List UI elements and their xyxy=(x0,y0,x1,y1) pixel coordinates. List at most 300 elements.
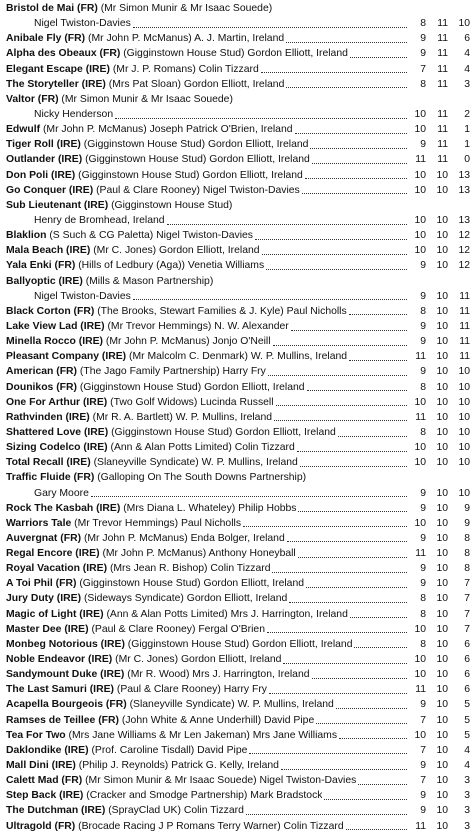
owner-name: (Slaneyville Syndicate) xyxy=(93,457,199,469)
entry-text xyxy=(6,46,348,61)
weight-value: 8 xyxy=(420,18,426,30)
weight-value: 9 xyxy=(420,48,426,60)
weight-value: 9 xyxy=(420,760,426,772)
trainer-name: Gordon Elliott, Ireland xyxy=(207,139,309,151)
weight-value: 10 xyxy=(436,442,448,454)
trainer-name: Gordon Elliott, Ireland xyxy=(203,578,304,590)
weight-value: 10 xyxy=(436,320,448,332)
weight-value: 10 xyxy=(436,578,448,590)
entry-text xyxy=(6,213,165,228)
weights xyxy=(410,501,470,516)
entry-text xyxy=(6,516,241,531)
horse-name: Sandymount Duke (IRE) xyxy=(6,669,125,681)
entry-text xyxy=(6,364,266,379)
weight-value: 8 xyxy=(420,305,426,317)
weight-value: 8 xyxy=(420,638,426,650)
trainer-name: Colin Tizzard xyxy=(183,805,244,817)
weight-value: 10 xyxy=(414,184,426,196)
dot-leader xyxy=(115,117,407,119)
owner-name: (Mr R. A. Bartlett) xyxy=(92,411,173,423)
entry-text xyxy=(6,198,232,213)
weights xyxy=(410,546,470,561)
weight-value: 9 xyxy=(420,563,426,575)
dot-leader xyxy=(286,41,407,43)
trainer-name: Colin Tizzard xyxy=(283,820,344,832)
weight-value: 10 xyxy=(414,623,426,635)
weight-value: 10 xyxy=(436,381,448,393)
owner-name: (Gigginstown House Stud) xyxy=(123,48,245,60)
weight-value: 10 xyxy=(436,426,448,438)
weight-value: 11 xyxy=(415,684,426,696)
dot-leader xyxy=(306,586,407,588)
trainer-name: David Pipe xyxy=(263,714,315,726)
weight-value: 11 xyxy=(415,820,426,832)
trainer-name: Colin Tizzard xyxy=(234,442,295,454)
weight-value: 5 xyxy=(464,729,470,741)
dot-leader xyxy=(281,768,407,770)
horse-name: Elegant Escape (IRE) xyxy=(6,63,110,75)
horse-name: The Last Samuri (IRE) xyxy=(6,684,114,696)
dot-leader xyxy=(349,359,407,361)
owner-name: (Mr John P. McManus) xyxy=(105,336,210,348)
dot-leader xyxy=(298,510,407,512)
entry-line xyxy=(6,62,470,77)
horse-name: Edwulf xyxy=(6,124,41,136)
entry-line-continued xyxy=(6,16,470,31)
weights xyxy=(410,425,470,440)
trainer-name: Colin Tizzard xyxy=(210,563,271,575)
horse-name: Lake View Lad (IRE) xyxy=(6,320,105,332)
weights xyxy=(410,349,470,364)
weight-value: 11 xyxy=(415,154,426,166)
dot-leader xyxy=(243,525,407,527)
weight-value: 9 xyxy=(420,139,426,151)
horse-name: Tiger Roll (IRE) xyxy=(6,139,81,151)
weights xyxy=(410,516,470,531)
entry-text xyxy=(6,470,306,485)
dot-leader xyxy=(274,419,407,421)
entry-text xyxy=(6,92,233,107)
weight-value: 10 xyxy=(414,654,426,666)
dot-leader xyxy=(310,147,407,149)
weights xyxy=(410,137,470,152)
weight-value: 10 xyxy=(436,684,448,696)
horse-name: Regal Encore (IRE) xyxy=(6,548,100,560)
weight-value: 10 xyxy=(414,669,426,681)
weight-value: 13 xyxy=(458,169,470,181)
weight-value: 1 xyxy=(464,124,470,136)
horse-name: Daklondike (IRE) xyxy=(6,744,89,756)
weight-value: 10 xyxy=(436,775,448,787)
weight-value: 10 xyxy=(414,214,426,226)
dot-leader xyxy=(268,374,407,376)
weight-value: 10 xyxy=(458,457,470,469)
weight-value: 3 xyxy=(464,790,470,802)
trainer-name: W. P. Mullins, Ireland xyxy=(250,351,348,363)
entry-line xyxy=(6,667,470,682)
owner-name: (Mr R. Wood) xyxy=(127,669,190,681)
weight-value: 10 xyxy=(414,729,426,741)
weight-value: 10 xyxy=(436,744,448,756)
weight-value: 11 xyxy=(437,33,448,45)
weight-value: 11 xyxy=(437,48,448,60)
dot-leader xyxy=(266,268,407,270)
dot-leader xyxy=(272,571,407,573)
entry-text xyxy=(6,440,295,455)
entry-text xyxy=(6,289,131,304)
weights xyxy=(410,334,470,349)
horse-name: Ramses de Teillee (FR) xyxy=(6,714,119,726)
weights xyxy=(410,46,470,61)
owner-name: (Mr Trevor Hemmings) xyxy=(74,517,179,529)
entry-line xyxy=(6,137,470,152)
weight-value: 10 xyxy=(436,532,448,544)
weight-value: 10 xyxy=(436,699,448,711)
weight-value: 7 xyxy=(464,608,470,620)
weight-value: 10 xyxy=(458,18,470,30)
dot-leader xyxy=(291,329,407,331)
horse-name: Alpha des Obeaux (FR) xyxy=(6,48,121,60)
weight-value: 8 xyxy=(420,426,426,438)
weights xyxy=(410,410,470,425)
horse-name: Sub Lieutenant (IRE) xyxy=(6,199,109,211)
weights xyxy=(410,183,470,198)
horse-name: Minella Rocco (IRE) xyxy=(6,336,103,348)
weight-value: 10 xyxy=(436,638,448,650)
entry-line xyxy=(6,395,470,410)
weight-value: 3 xyxy=(464,805,470,817)
owner-name: (Mr John P. McManus) xyxy=(83,532,188,544)
weight-value: 8 xyxy=(420,608,426,620)
entry-text xyxy=(6,16,131,31)
dot-leader xyxy=(167,223,407,225)
weight-value: 13 xyxy=(458,214,470,226)
entry-line xyxy=(6,274,470,289)
weights xyxy=(410,213,470,228)
weight-value: 11 xyxy=(437,124,448,136)
weights xyxy=(410,364,470,379)
weight-value: 10 xyxy=(436,669,448,681)
horse-name: A Toi Phil (FR) xyxy=(6,578,77,590)
weight-value: 7 xyxy=(420,63,426,75)
entry-line xyxy=(6,304,470,319)
trainer-name: Henry de Bromhead, Ireland xyxy=(34,214,165,226)
weight-value: 11 xyxy=(437,78,448,90)
weight-value: 10 xyxy=(414,442,426,454)
trainer-name: Philip Hobbs xyxy=(238,502,297,514)
weight-value: 7 xyxy=(420,714,426,726)
weight-value: 11 xyxy=(459,336,470,348)
trainer-name: Fergal O'Brien xyxy=(198,623,265,635)
weights xyxy=(410,758,470,773)
horse-name: Yala Enki (FR) xyxy=(6,260,76,272)
weight-value: 1 xyxy=(464,139,470,151)
dot-leader xyxy=(338,435,407,437)
horse-name: Pleasant Company (IRE) xyxy=(6,351,127,363)
trainer-name: Mrs J. Harrington, Ireland xyxy=(230,608,348,620)
weight-value: 3 xyxy=(464,820,470,832)
dot-leader xyxy=(287,540,407,542)
owner-name: (Gigginstown House Stud) xyxy=(79,381,202,393)
entry-line xyxy=(6,531,470,546)
entry-text xyxy=(6,637,352,652)
weight-value: 10 xyxy=(436,184,448,196)
weight-value: 8 xyxy=(420,381,426,393)
weights xyxy=(410,289,470,304)
trainer-name: Nigel Twiston-Davies xyxy=(202,184,300,196)
trainer-name: Gordon Elliott, Ireland xyxy=(186,593,288,605)
entry-line xyxy=(6,364,470,379)
dot-leader xyxy=(302,192,407,194)
weight-value: 10 xyxy=(436,790,448,802)
weight-value: 10 xyxy=(458,411,470,423)
weight-value: 10 xyxy=(436,714,448,726)
trainer-name: Mrs J. Harrington, Ireland xyxy=(192,669,310,681)
weight-value: 10 xyxy=(458,396,470,408)
weight-value: 9 xyxy=(420,699,426,711)
weight-value: 3 xyxy=(464,78,470,90)
trainer-name: Gordon Elliott, Ireland xyxy=(247,48,348,60)
weight-value: 10 xyxy=(436,245,448,257)
weight-value: 10 xyxy=(414,517,426,529)
weights xyxy=(410,380,470,395)
entry-text xyxy=(6,743,247,758)
entry-line xyxy=(6,819,470,834)
horse-name: Jury Duty (IRE) xyxy=(6,593,82,605)
owner-name: (S Such & CG Paletta) xyxy=(49,230,154,242)
weights xyxy=(410,773,470,788)
entry-line xyxy=(6,561,470,576)
trainer-name: Nigel Twiston-Davies xyxy=(259,775,357,787)
owner-name: (Ann & Alan Potts Limited) xyxy=(110,442,232,454)
weight-value: 10 xyxy=(436,502,448,514)
entry-line xyxy=(6,470,470,485)
owner-name: (The Brooks, Stewart Families & J. Kyle) xyxy=(97,305,284,317)
entry-text xyxy=(6,62,259,77)
entry-line xyxy=(6,576,470,591)
weights xyxy=(410,576,470,591)
entry-text xyxy=(6,77,284,92)
dot-leader xyxy=(273,344,407,346)
weight-value: 10 xyxy=(436,290,448,302)
horse-name: American (FR) xyxy=(6,366,78,378)
horse-name: Anibale Fly (FR) xyxy=(6,33,86,45)
weight-value: 11 xyxy=(459,351,470,363)
owner-name: (Gigginstown House Stud) xyxy=(127,638,250,650)
dot-leader xyxy=(346,828,407,830)
entry-text xyxy=(6,274,213,289)
entry-text xyxy=(6,803,244,818)
weight-value: 10 xyxy=(436,760,448,772)
dot-leader xyxy=(283,662,407,664)
dot-leader xyxy=(295,132,408,134)
owner-name: (Prof. Caroline Tisdall) xyxy=(91,744,195,756)
dot-leader xyxy=(298,556,407,558)
entry-text xyxy=(6,107,113,122)
weight-value: 10 xyxy=(436,396,448,408)
owner-name: (Gigginstown House Stud) xyxy=(78,169,200,181)
trainer-name: Paul Nicholls xyxy=(180,517,242,529)
weight-value: 4 xyxy=(464,760,470,772)
entry-text xyxy=(6,561,270,576)
horse-name: Acapella Bourgeois (FR) xyxy=(6,699,127,711)
weight-value: 10 xyxy=(436,593,448,605)
owner-name: (Mr Malcolm C. Denmark) xyxy=(129,351,248,363)
entry-text xyxy=(6,652,281,667)
weight-value: 10 xyxy=(458,366,470,378)
owner-name: (Ann & Alan Potts Limited) xyxy=(106,608,228,620)
weight-value: 0 xyxy=(464,154,470,166)
weight-value: 10 xyxy=(436,487,448,499)
entry-line xyxy=(6,183,470,198)
horse-name: Step Back (IRE) xyxy=(6,790,84,802)
owner-name: (Paul & Clare Rooney) xyxy=(91,623,196,635)
weights xyxy=(410,152,470,167)
owner-name: (Gigginstown House Stud) xyxy=(83,139,206,151)
owner-name: (Mrs Diana L. Whateley) xyxy=(123,502,236,514)
horse-name: Total Recall (IRE) xyxy=(6,457,91,469)
entry-line xyxy=(6,77,470,92)
entry-line xyxy=(6,92,470,107)
owner-name: (Mills & Mason Partnership) xyxy=(85,275,214,287)
entry-text xyxy=(6,773,356,788)
weight-value: 9 xyxy=(420,320,426,332)
owner-name: (Mr John P. McManus) xyxy=(42,124,147,136)
entry-line xyxy=(6,152,470,167)
weight-value: 9 xyxy=(420,805,426,817)
weight-value: 10 xyxy=(436,805,448,817)
entry-text xyxy=(6,304,347,319)
weights xyxy=(410,622,470,637)
owner-name: (Mr John P. McManus) xyxy=(102,548,207,560)
horse-name: Magic of Light (IRE) xyxy=(6,608,104,620)
weight-value: 9 xyxy=(464,502,470,514)
weight-value: 10 xyxy=(436,608,448,620)
weight-value: 8 xyxy=(464,532,470,544)
owner-name: (Hills of Ledbury (Aga)) xyxy=(78,260,186,272)
entry-line xyxy=(6,410,470,425)
entry-line-continued xyxy=(6,107,470,122)
entry-text xyxy=(6,334,271,349)
weight-value: 9 xyxy=(420,487,426,499)
weight-value: 8 xyxy=(420,593,426,605)
weight-value: 8 xyxy=(464,548,470,560)
horse-name: Tea For Two xyxy=(6,729,66,741)
horse-name: Monbeg Notorious (IRE) xyxy=(6,638,125,650)
dot-leader xyxy=(267,631,407,633)
weight-value: 10 xyxy=(436,351,448,363)
trainer-name: Gary Moore xyxy=(34,487,89,499)
dot-leader xyxy=(286,86,407,88)
horse-name: Don Poli (IRE) xyxy=(6,169,76,181)
weight-value: 9 xyxy=(420,578,426,590)
weight-value: 10 xyxy=(458,381,470,393)
weights xyxy=(410,77,470,92)
weight-value: 10 xyxy=(436,230,448,242)
weight-value: 10 xyxy=(436,820,448,832)
weights xyxy=(410,455,470,470)
owner-name: (Galloping On The South Downs Partnership) xyxy=(97,472,307,484)
dot-leader xyxy=(324,798,407,800)
weight-value: 7 xyxy=(464,623,470,635)
entry-text xyxy=(6,152,310,167)
weight-value: 6 xyxy=(464,654,470,666)
horse-name: Warriors Tale xyxy=(6,517,72,529)
weight-value: 7 xyxy=(420,775,426,787)
entry-text xyxy=(6,576,304,591)
owner-name: (Sideways Syndicate) xyxy=(83,593,184,605)
entry-text xyxy=(6,591,287,606)
entry-text xyxy=(6,137,308,152)
weight-value: 11 xyxy=(437,139,448,151)
weights xyxy=(410,304,470,319)
weight-value: 7 xyxy=(420,744,426,756)
weights xyxy=(410,395,470,410)
weight-value: 7 xyxy=(464,593,470,605)
trainer-name: Mark Bradstock xyxy=(250,790,323,802)
horse-name: Auvergnat (FR) xyxy=(6,532,82,544)
entry-text xyxy=(6,349,347,364)
weights xyxy=(410,607,470,622)
dot-leader xyxy=(269,692,407,694)
weight-value: 10 xyxy=(458,442,470,454)
entry-text xyxy=(6,1,272,16)
weights xyxy=(410,122,470,137)
weight-value: 10 xyxy=(414,169,426,181)
trainer-name: Gordon Elliott, Ireland xyxy=(159,245,260,257)
horse-name: Rathvinden (IRE) xyxy=(6,411,90,423)
weight-value: 12 xyxy=(458,245,470,257)
weight-value: 9 xyxy=(464,517,470,529)
entry-text xyxy=(6,622,265,637)
weight-value: 2 xyxy=(464,108,470,120)
owner-name: (Cracker and Smodge Partnership) xyxy=(86,790,248,802)
weight-value: 7 xyxy=(464,578,470,590)
trainer-name: Joseph Patrick O'Brien, Ireland xyxy=(149,124,293,136)
entry-text xyxy=(6,546,296,561)
entry-line xyxy=(6,697,470,712)
weight-value: 10 xyxy=(436,366,448,378)
entry-line xyxy=(6,501,470,516)
owner-name: (SprayClad UK) xyxy=(108,805,181,817)
entry-line-continued xyxy=(6,289,470,304)
horse-name: Mall Dini (IRE) xyxy=(6,760,76,772)
owner-name: (Gigginstown House Stud) xyxy=(111,426,233,438)
entry-text xyxy=(6,501,296,516)
trainer-name: Lucinda Russell xyxy=(200,396,274,408)
weight-value: 11 xyxy=(437,63,448,75)
weight-value: 9 xyxy=(420,336,426,348)
entry-line xyxy=(6,652,470,667)
entry-line xyxy=(6,122,470,137)
entry-text xyxy=(6,682,267,697)
owner-name: (Gigginstown House Stud) xyxy=(111,199,233,211)
weight-value: 10 xyxy=(436,729,448,741)
trainer-name: Nigel Twiston-Davies xyxy=(34,290,131,302)
dot-leader xyxy=(91,495,407,497)
weight-value: 10 xyxy=(414,396,426,408)
weight-value: 4 xyxy=(464,744,470,756)
weights xyxy=(410,243,470,258)
horse-name: Dounikos (FR) xyxy=(6,381,77,393)
weights xyxy=(410,440,470,455)
trainer-name: Gordon Elliott, Ireland xyxy=(235,426,336,438)
owner-name: (John White & Anne Underhill) xyxy=(121,714,262,726)
horse-name: The Dutchman (IRE) xyxy=(6,805,106,817)
weights xyxy=(410,531,470,546)
weights xyxy=(410,667,470,682)
dot-leader xyxy=(276,404,407,406)
